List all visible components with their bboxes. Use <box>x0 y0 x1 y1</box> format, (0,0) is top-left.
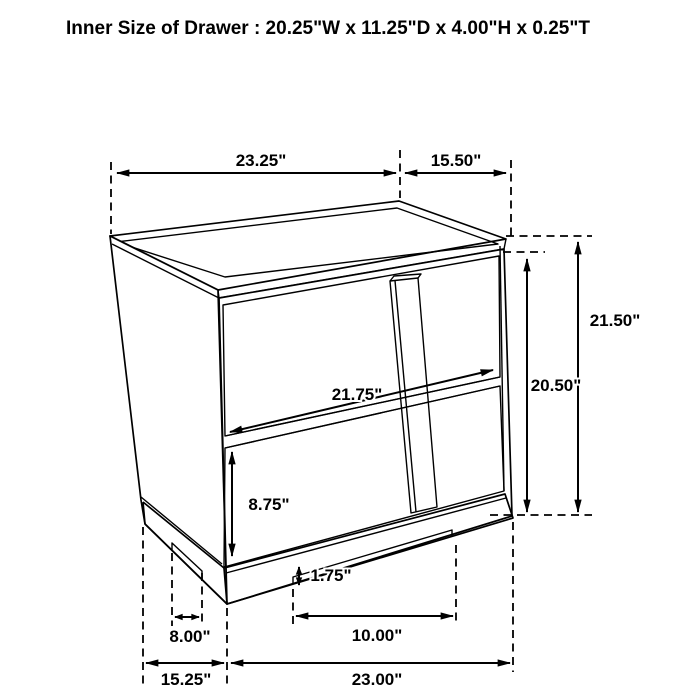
dim-top-width <box>117 151 396 173</box>
dim-base-width <box>231 663 510 689</box>
dim-top-depth-label: 15.50" <box>430 151 482 170</box>
dim-top-width-label: 23.25" <box>235 151 287 170</box>
diagram-title: Inner Size of Drawer : 20.25"W x 11.25"D x 4.00"H x 0.25"T <box>66 18 590 39</box>
nightstand-drawing <box>110 201 513 604</box>
dim-front-leg-gap <box>296 616 453 645</box>
dim-base-depth-label: 15.25" <box>160 670 212 689</box>
dim-top-depth <box>405 151 506 173</box>
dim-front-leg-gap-label: 10.00" <box>351 626 403 645</box>
dim-case-height <box>527 259 581 512</box>
dim-case-height-label: 20.50" <box>530 376 582 395</box>
dim-drawer-width-label: 21.75" <box>331 385 383 404</box>
dim-base-width-label: 23.00" <box>351 670 403 689</box>
dim-base-depth <box>146 663 224 689</box>
dim-drawer-height-label: 8.75" <box>248 495 290 514</box>
dim-base-rail-label: 1.75" <box>310 566 352 585</box>
dim-side-leg-gap <box>169 617 210 646</box>
dim-overall-height-label: 21.50" <box>589 311 641 330</box>
dim-overall-height <box>578 242 640 512</box>
dim-side-leg-gap-label: 8.00" <box>169 627 211 646</box>
left-side-panel <box>110 236 227 604</box>
